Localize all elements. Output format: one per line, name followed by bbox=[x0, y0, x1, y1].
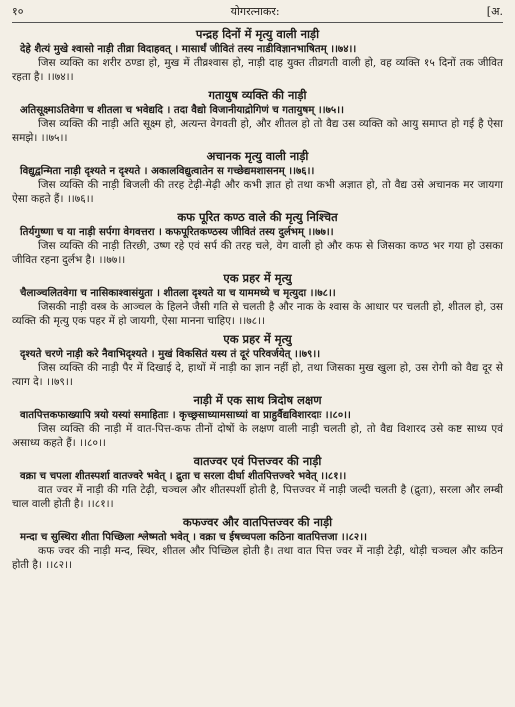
sanskrit-verse: वातपित्तकफाख्यापि त्रयो यस्यां समाहिताः । कृच्छ्रसाध्यामसाध्यां वा प्राहुर्वैद्यविशारदाः ।।८०।। bbox=[20, 409, 351, 421]
section-81 bbox=[12, 454, 503, 511]
section-77 bbox=[12, 210, 503, 267]
hindi-translation: जिस व्यक्ति का शरीर ठण्डा हो, मुख में तीव्रश्वास हो, नाड़ी दाह युक्त तीव्रगती वाली हो, वह व्यक्ति १५ दिनों तक जीवित रहता है। ।।७४।। bbox=[12, 57, 503, 83]
section-74 bbox=[12, 27, 503, 84]
chapter-marker: [अ. bbox=[486, 4, 503, 18]
section-heading: गतायुष व्यक्ति की नाड़ी bbox=[208, 88, 307, 102]
sanskrit-verse: चैलाञ्चलितवेगा च नासिकाश्वासंयुता । शीतला दृश्यते या च याममध्ये च मृत्युदा ।।७८।। bbox=[20, 287, 336, 299]
page-header bbox=[12, 0, 503, 23]
hindi-translation: जिस व्यक्ति की नाड़ी अति सूक्ष्म हो, अत्यन्त वेगवती हो, और शीतल हो तो वैद्य उस व्यक्ति को आयु समाप्त हो गई है ऐसा समझे। ।।७५।। bbox=[12, 118, 503, 144]
section-heading: कफ पूरित कण्ठ वाले की मृत्यु निश्चित bbox=[177, 210, 338, 224]
section-heading: एक प्रहर में मृत्यु bbox=[223, 332, 292, 346]
hindi-translation: जिस व्यक्ति की नाड़ी पैर में दिखाई दे, हाथों में नाड़ी का ज्ञान नहीं हो, तथा जिसका मुख खुला हो, उस रोगी को वैद्य दूर से त्याग दे। ।।७९।। bbox=[12, 362, 503, 388]
running-title: योगरत्नाकर: bbox=[230, 4, 280, 18]
hindi-translation: कफ ज्वर की नाड़ी मन्द, स्थिर, शीतल और पिच्छिल होती है। तथा वात पित्त ज्वर में नाड़ी टेढ़ी, थोड़ी चञ्चल और कठिन होती है। ।।८२।। bbox=[12, 545, 503, 571]
sanskrit-verse: वक्रा च चपला शीतस्पर्शा वातज्वरे भवेत् । द्रुता च सरला दीर्घा शीतपित्तज्वरे भवेत् ।।८१।। bbox=[20, 470, 347, 482]
section-75 bbox=[12, 88, 503, 145]
section-heading: पन्द्रह दिनों में मृत्यु वाली नाड़ी bbox=[195, 27, 320, 41]
hindi-translation: जिस व्यक्ति की नाड़ी तिरछी, उष्ण रहे एवं सर्प की तरह चले, वेग वाली हो और कफ से जिसका कण्ठ भर गया हो उसका जीवित रहना दुर्लभ है। ।।७७।। bbox=[12, 240, 503, 266]
section-79 bbox=[12, 332, 503, 389]
section-78 bbox=[12, 271, 503, 328]
sanskrit-verse: दृश्यते चरणे नाड़ी करे नैवाभिदृश्यते । मुखं विकसितं यस्य तं दूरं परिवर्जयेत् ।।७९।। bbox=[20, 348, 321, 360]
section-heading: अचानक मृत्यु वाली नाड़ी bbox=[206, 149, 309, 163]
hindi-translation: जिसकी नाड़ी वस्त्र के आञ्चल के हिलने जैसी गति से चलती है और नाक के श्वास के आधार पर चलती हो, शीतल हो, उस व्यक्ति की मृत्यु एक पहर में हो जायगी, ऐसा मानना चाहिए। ।।७८।। bbox=[12, 301, 503, 327]
section-heading: एक प्रहर में मृत्यु bbox=[223, 271, 292, 285]
section-76 bbox=[12, 149, 503, 206]
section-82 bbox=[12, 515, 503, 572]
hindi-translation: वात ज्वर में नाड़ी की गति टेढ़ी, चञ्चल और शीतस्पर्शी होती है, पित्तज्वर में नाड़ी जल्दी चलती है (द्रुता), सरला और लम्बी चाल वाली होती है। ।।८१।। bbox=[12, 484, 503, 510]
section-heading: वातज्वर एवं पित्तज्वर की नाड़ी bbox=[193, 454, 322, 468]
sanskrit-verse: विद्युद्वन्मिता नाड़ी दृश्यते न दृश्यते । अकालविद्युत्वातेन स गच्छेद्यमशासनम् ।।७६।। bbox=[20, 165, 315, 177]
section-heading: नाड़ी में एक साथ त्रिदोष लक्षण bbox=[193, 393, 322, 407]
sanskrit-verse: देहे शैत्यं मुखे श्वासो नाड़ी तीव्रा विदाहवत् । मासार्धं जीवितं तस्य नाडीविज्ञानभाषितम् ।।७४।। bbox=[20, 43, 357, 55]
sanskrit-verse: मन्दा च सुस्थिरा शीता पिच्छिला श्लेष्मतो भवेत् । वक्रा च ईषच्चपला कठिना वातपित्तजा ।।८२।। bbox=[20, 531, 367, 543]
section-heading: कफज्वर और वातपित्तज्वर की नाड़ी bbox=[182, 515, 333, 529]
sanskrit-verse: अतिसूक्ष्माऽतिवेगा च शीतला च भवेद्यदि । तदा वैद्यो विजानीयाद्रोगिणं च गतायुषम् ।।७५।। bbox=[20, 104, 344, 116]
hindi-translation: जिस व्यक्ति की नाड़ी बिजली की तरह टेढ़ी-मेढ़ी और कभी ज्ञात हो तथा कभी अज्ञात हो, तो वैद्य उसे अचानक मर जायगा ऐसा कहते हैं। ।।७६।। bbox=[12, 179, 503, 205]
hindi-translation: जिस व्यक्ति की नाड़ी में वात-पित्त-कफ तीनों दोषों के लक्षण वाली नाड़ी चलती हो, तो वैद्य विशारद उसे कष्ट साध्य एवं असाध्य कहते हैं। ।।८०।। bbox=[12, 423, 503, 449]
section-80 bbox=[12, 393, 503, 450]
sanskrit-verse: तिर्यगुष्णा च या नाड़ी सर्पगा वेगवत्तरा । कफपूरितकण्ठस्य जीवितं तस्य दुर्लभम् ।।७७।। bbox=[20, 226, 334, 238]
page-number: १० bbox=[12, 4, 24, 18]
